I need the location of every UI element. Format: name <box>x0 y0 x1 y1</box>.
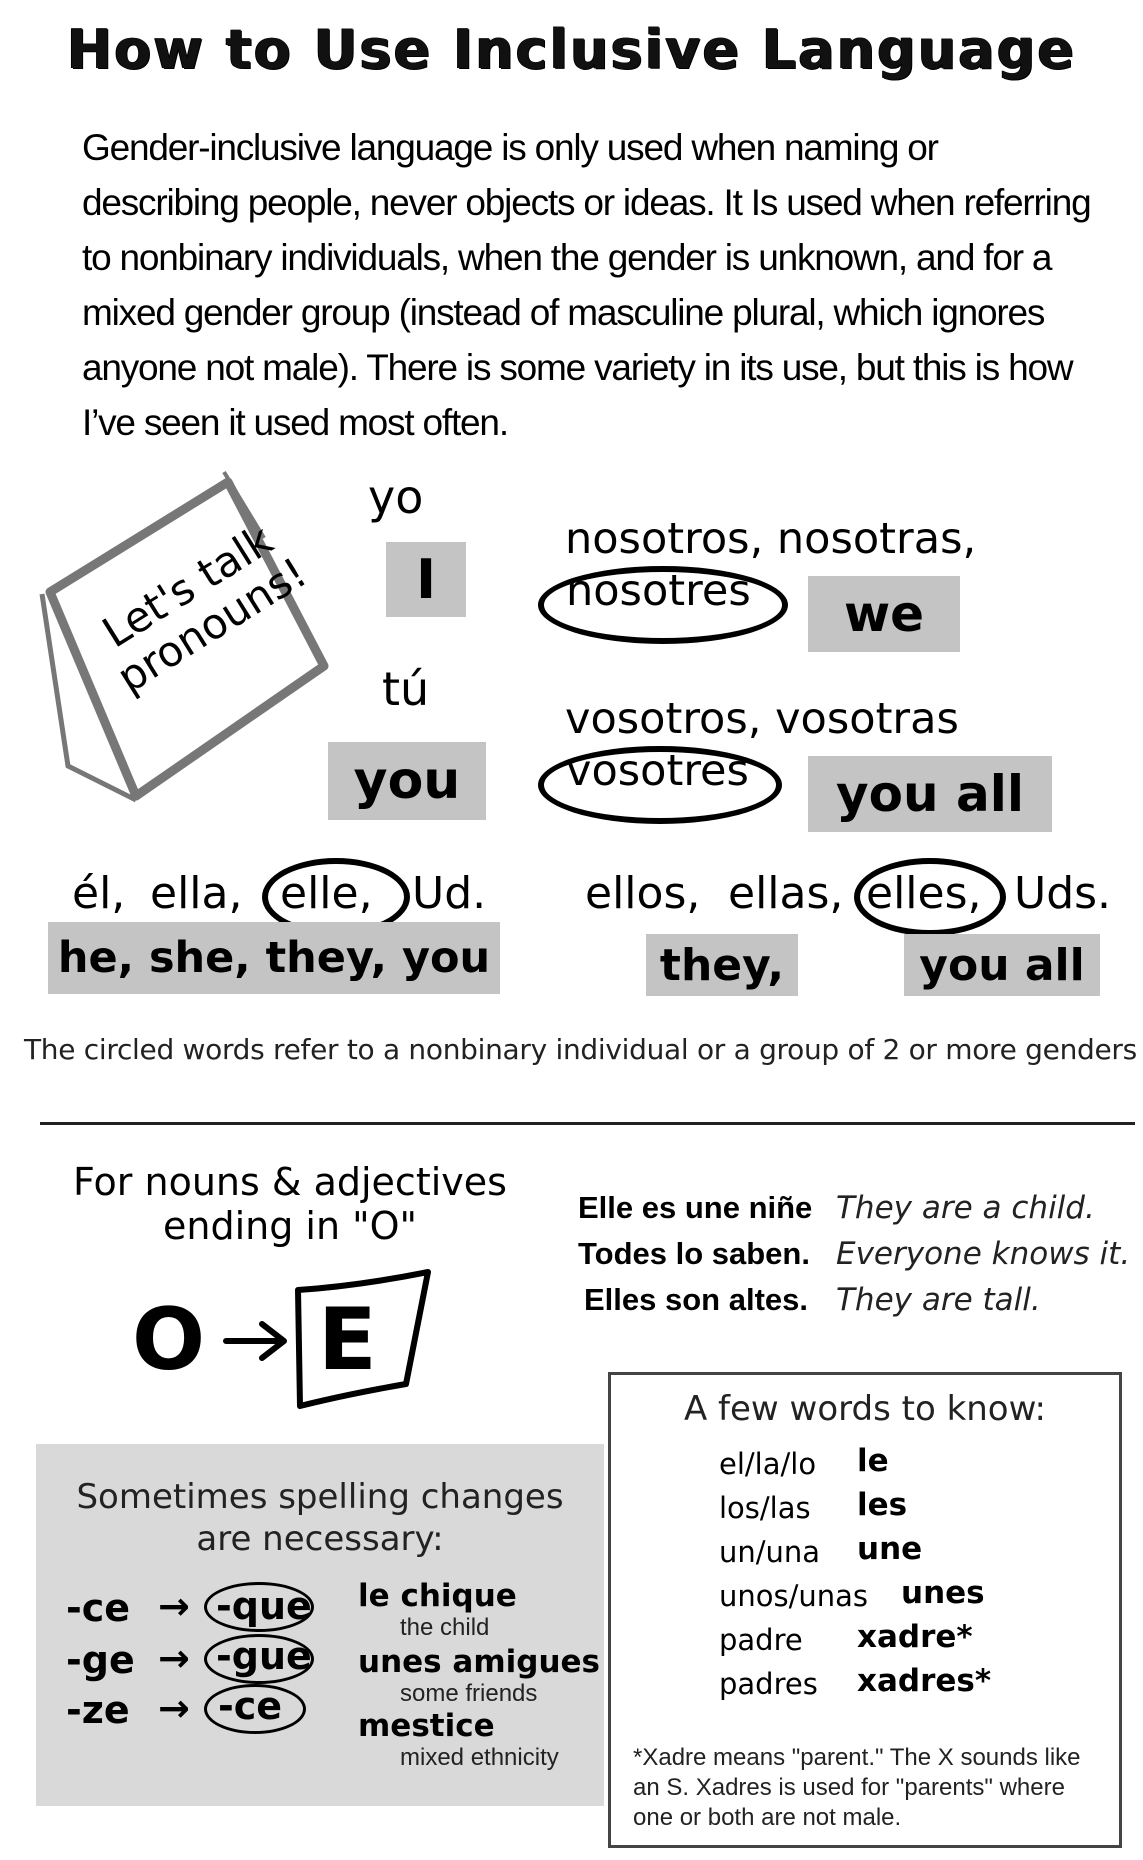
spelling-example-2: unes amigues <box>358 1644 600 1680</box>
pronoun-el: él, <box>72 868 126 919</box>
pronoun-you-all: you all <box>808 756 1052 832</box>
intro-paragraph: Gender-inclusive language is only used when naming or describing people, never objects or ideas. It Is used when referring to nonbinary individuals, when the gender is unknown, and for a mixed gender group (instead of masculine plural, which ignores anyone not male). There is some variety in its use, but this is how I’ve seen it used most often. <box>82 127 1091 443</box>
spelling-example-1: le chique <box>358 1578 517 1614</box>
spelling-from-2: -ge <box>66 1638 135 1682</box>
spelling-heading-line-1: Sometimes spelling changes <box>76 1477 564 1517</box>
example-en-1: They are a child. <box>836 1190 1095 1226</box>
pronoun-you-all-plural: you all <box>904 934 1100 996</box>
example-en-3: They are tall. <box>836 1282 1041 1318</box>
words-footnote: *Xadre means "parent." The X sounds like an S. Xadres is used for "parents" where one or both are not male. <box>633 1744 1081 1831</box>
pronoun-uds: Uds. <box>1014 868 1112 919</box>
spelling-gloss-1: the child <box>400 1614 490 1641</box>
spelling-heading <box>36 1476 604 1560</box>
pronoun-ella: ella, <box>150 868 243 919</box>
word-es-6: padres <box>719 1667 818 1701</box>
example-es-2: Todes lo saben. <box>578 1236 810 1271</box>
arrow-right-icon: → <box>158 1584 190 1628</box>
pronoun-tu: tú <box>382 662 430 716</box>
circle-note: The circled words refer to a nonbinary individual or a group of 2 or more genders <box>24 1033 1137 1066</box>
nouns-heading-line-1: For nouns & adjectives <box>73 1160 507 1204</box>
words-box <box>608 1372 1122 1848</box>
spelling-heading-line-2: are necessary: <box>196 1519 444 1559</box>
badge-text: Let's talk pronouns! <box>94 514 316 703</box>
word-inc-4: unes <box>901 1575 985 1611</box>
word-inc-6: xadres* <box>857 1663 992 1699</box>
pronoun-i: I <box>386 542 466 617</box>
example-es-3: Elles son altes. <box>584 1282 808 1317</box>
spelling-gloss-3: mixed ethnicity <box>400 1744 559 1771</box>
nouns-from-letter: O <box>132 1290 206 1390</box>
example-en-2: Everyone knows it. <box>836 1236 1131 1272</box>
pronoun-yo: yo <box>368 470 424 524</box>
pronoun-vosotres: vosotres <box>566 746 749 796</box>
spelling-example-3: mestice <box>358 1708 495 1744</box>
pronoun-ellas: ellas, <box>728 868 844 919</box>
word-es-1: el/la/lo <box>719 1447 817 1481</box>
spelling-from-3: -ze <box>66 1688 130 1732</box>
word-inc-3: une <box>857 1531 923 1567</box>
example-es-1: Elle es une niñe <box>578 1190 813 1225</box>
word-es-3: un/una <box>719 1535 821 1569</box>
word-es-5: padre <box>719 1623 803 1657</box>
divider <box>40 1122 1135 1125</box>
pronoun-ellos: ellos, <box>585 868 701 919</box>
pronoun-vosotros: vosotros, vosotras <box>565 694 959 744</box>
pronoun-we: we <box>808 576 960 652</box>
arrow-right-icon: → <box>158 1686 190 1730</box>
page-title: How to Use Inclusive Language <box>67 18 1076 81</box>
pronoun-they: they, <box>646 934 798 996</box>
pronoun-elles: elles, <box>866 868 982 919</box>
pronoun-elle: elle, <box>280 868 373 919</box>
spelling-panel <box>36 1444 604 1806</box>
nouns-to-letter: E <box>318 1290 377 1390</box>
spelling-to-1: -que <box>216 1584 312 1628</box>
pronoun-nosotres: nosotres <box>566 566 751 616</box>
spelling-to-2: -gue <box>216 1634 312 1678</box>
word-es-4: unos/unas <box>719 1579 869 1613</box>
nouns-heading <box>40 1160 540 1248</box>
pronoun-you: you <box>328 742 486 820</box>
word-es-2: los/las <box>719 1491 811 1525</box>
nouns-heading-line-2: ending in "O" <box>162 1204 417 1248</box>
arrow-right-icon: → <box>158 1636 190 1680</box>
word-inc-5: xadre* <box>857 1619 973 1655</box>
pronoun-ud: Ud. <box>412 868 487 919</box>
spelling-to-3: -ce <box>218 1684 283 1728</box>
pronoun-nosotros: nosotros, nosotras, <box>565 514 977 564</box>
arrow-right-icon <box>222 1318 294 1364</box>
pronoun-sing-english: he, she, they, you <box>48 922 500 994</box>
spelling-gloss-2: some friends <box>400 1680 538 1707</box>
word-inc-2: les <box>857 1487 908 1523</box>
word-inc-1: le <box>857 1443 889 1479</box>
spelling-from-1: -ce <box>66 1586 131 1630</box>
words-heading: A few words to know: <box>683 1389 1047 1429</box>
